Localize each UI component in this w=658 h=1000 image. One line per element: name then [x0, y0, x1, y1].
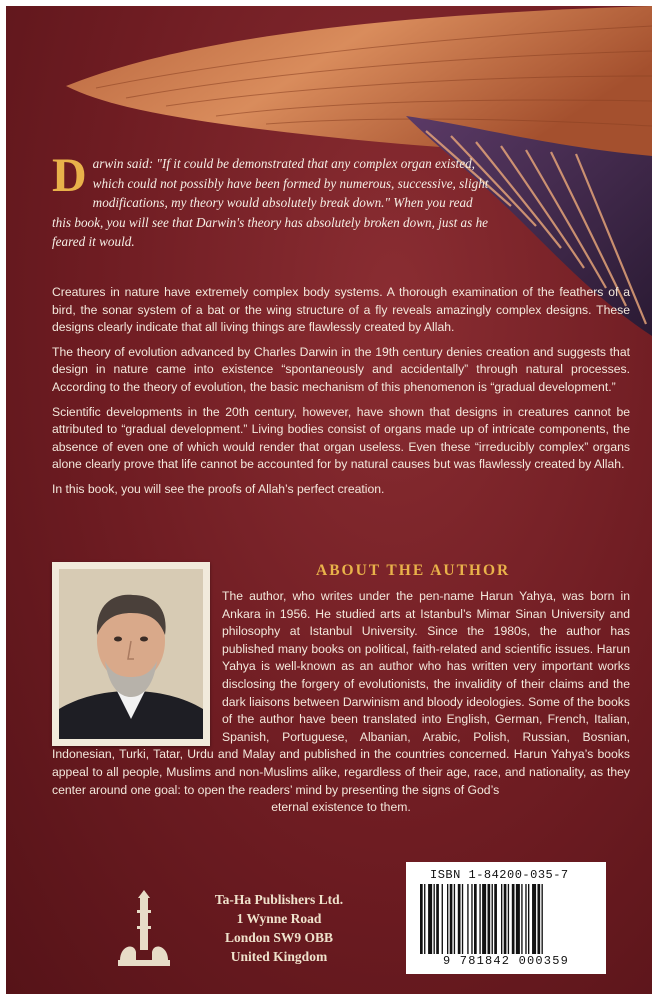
barcode-icon [416, 884, 596, 954]
quote-text: arwin said: "If it could be demonstrated that any complex organ existed, which could not possibly have been formed by numerous, successive, slight modifications, my theory would absolutely break down." When you read this book, you will see that Darwin's theory has absolutely broken down, just as he feared it would. [52, 156, 489, 250]
back-cover [6, 6, 652, 994]
description-paragraph-3: Scientific developments in the 20th century, however, have shown that designs in creatures cannot be attributed to “gradual development.” Living bodies consist of organs made up of intricate components, the absence of even one of which would render that organ useless. Even these “irreducibly complex” organs alone clearly prove that life cannot be accounted for by natural causes but was flawlessly created by Allah. [52, 404, 630, 472]
about-author-heading: ABOUT THE AUTHOR [316, 562, 511, 579]
publisher-logo-icon [118, 890, 170, 970]
description-paragraph-1: Creatures in nature have extremely complex body systems. A thorough examination of the feathers of a bird, the sonar system of a bat or the wing structure of a fly reveals amazingly complex designs. These designs clearly indicate that all living things are flawlessly created by Allah. [52, 285, 630, 335]
description-text [52, 284, 630, 506]
publisher-name: Ta-Ha Publishers Ltd. [214, 892, 344, 907]
publisher-address-line-2: London SW9 OBB [224, 930, 334, 945]
publisher-address-line-3: United Kingdom [230, 949, 328, 964]
description-paragraph-2: The theory of evolution advanced by Charles Darwin in the 19th century denies creation and suggests that design in nature came into existence “spontaneously and accidentally” through natural processes. According to the theory of evolution, the basic mechanism of this phenomenon is “gradual development.” [52, 344, 630, 394]
publisher-address [184, 890, 374, 966]
publisher-address-line-1: 1 Wynne Road [236, 911, 322, 926]
about-author-body: The author, who writes under the pen-name Harun Yahya, was born in Ankara in 1956. He studied arts at Istanbul’s Mimar Sinan University and philosophy at Istanbul University. Since the 1980s, the author has published many books on political, faith-related and scientific issues. Harun Yahya is well-known as an author who has written very important works disclosing the forgery of evolutionists, the invalidity of their claims and the dark liaisons between Darwinism and bloody ideologies. Some of the books of the author have been translated into English, German, French, Italian, Spanish, Portuguese, Albanian, Arabic, Polish, Russian, Bosnian, Indonesian, Turki, Tatar, Urdu and Malay and published in the countries concerned. Harun Yahya’s books appeal to all people, Muslims and non-Muslims alike, regardless of their age, race, and nationality, as they center around one goal: to open the readers’ mind by presenting the signs of God’s [52, 589, 630, 797]
description-paragraph-4: In this book, you will see the proofs of Allah’s perfect creation. [52, 481, 385, 496]
barcode-box [406, 862, 606, 974]
darwin-quote [52, 149, 492, 252]
about-author-last-line: eternal existence to them. [271, 800, 411, 815]
ean-number: 9 781842 000359 [442, 954, 570, 968]
quote-dropcap: D [52, 149, 87, 202]
author-portrait-image [59, 569, 203, 739]
author-photo [52, 562, 210, 746]
isbn-number: ISBN 1-84200-035-7 [430, 868, 569, 882]
